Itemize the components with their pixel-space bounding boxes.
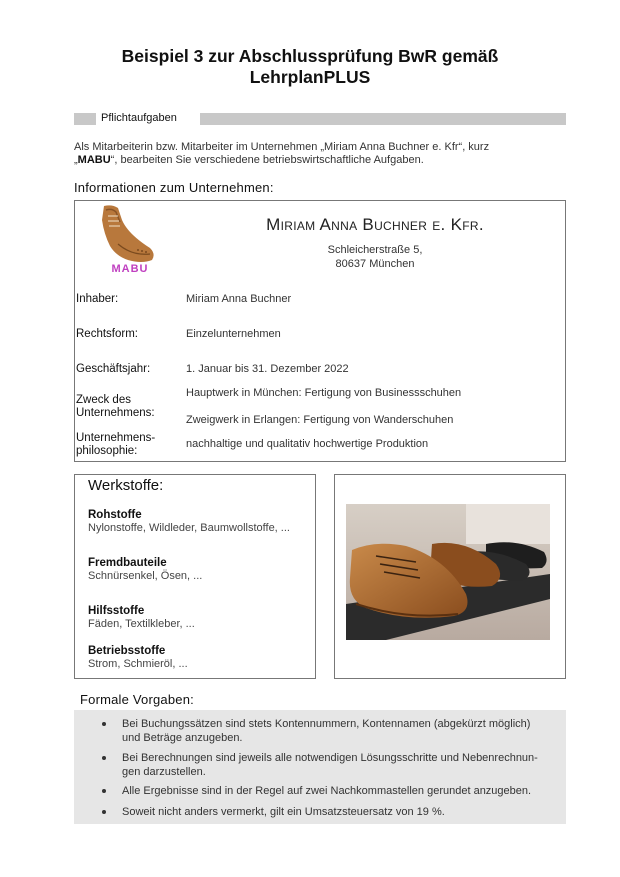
werkstoff-items-hilfsstoffe: Fäden, Textilkleber, ...	[88, 618, 195, 630]
vorgabe-1-line2: und Beträge anzugeben.	[122, 732, 243, 744]
bullet-icon	[102, 789, 106, 793]
werkstoffe-heading: Werkstoffe:	[88, 477, 164, 494]
rechtsform-value: Einzelunternehmen	[186, 328, 281, 340]
vorgabe-4-line1: Soweit nicht anders vermerkt, gilt ein Umsatzsteuersatz von 19 %.	[122, 806, 445, 818]
zweck-value-1: Hauptwerk in München: Fertigung von Businessschuhen	[186, 387, 462, 399]
shoes-photo	[346, 504, 550, 640]
section-label: Pflichtaufgaben	[101, 112, 177, 124]
philosophie-value: nachhaltige und qualitativ hochwertige Produktion	[186, 438, 429, 450]
vorgabe-2-line2: gen darzustellen.	[122, 766, 206, 778]
formale-vorgaben-heading: Formale Vorgaben:	[80, 692, 194, 707]
rechtsform-label: Rechtsform:	[76, 328, 138, 340]
geschaeftsjahr-label: Geschäftsjahr:	[76, 363, 151, 375]
intro-line2: „MABU“, bearbeiten Sie verschiedene betriebswirtschaftliche Aufgaben.	[74, 154, 424, 166]
vorgabe-3-line1: Alle Ergebnisse sind in der Regel auf zwei Nachkommastellen gerundet anzugeben.	[122, 785, 532, 797]
page-title-line2: LehrplanPLUS	[249, 67, 371, 87]
werkstoff-items-betriebsstoffe: Strom, Schmieröl, ...	[88, 658, 188, 670]
werkstoff-title-hilfsstoffe: Hilfsstoffe	[88, 605, 145, 617]
company-info-heading: Informationen zum Unternehmen:	[74, 180, 274, 195]
shoe-logo-icon	[98, 204, 160, 264]
section-bar-left	[74, 113, 96, 125]
philosophie-label-2: philosophie:	[76, 445, 138, 457]
werkstoff-items-rohstoffe: Nylonstoffe, Wildleder, Baumwollstoffe, ...	[88, 522, 290, 534]
werkstoff-title-rohstoffe: Rohstoffe	[88, 509, 142, 521]
bullet-icon	[102, 722, 106, 726]
company-name: Miriam Anna Buchner e. Kfr.	[266, 215, 484, 234]
company-street: Schleicherstraße 5,	[327, 244, 423, 256]
logo-text: MABU	[111, 263, 149, 275]
bullet-icon	[102, 756, 106, 760]
zweck-value-2: Zweigwerk in Erlangen: Fertigung von Wanderschuhen	[186, 414, 454, 426]
werkstoff-items-fremdbauteile: Schnürsenkel, Ösen, ...	[88, 570, 203, 582]
inhaber-label: Inhaber:	[76, 293, 119, 305]
zweck-label-1: Zweck des	[76, 394, 131, 406]
company-city: 80637 München	[335, 258, 415, 270]
geschaeftsjahr-value: 1. Januar bis 31. Dezember 2022	[186, 363, 349, 375]
section-bar-right	[200, 113, 566, 125]
intro-line1: Als Mitarbeiterin bzw. Mitarbeiter im Unternehmen „Miriam Anna Buchner e. Kfr“, kurz	[74, 141, 490, 153]
werkstoff-title-betriebsstoffe: Betriebsstoffe	[88, 645, 166, 657]
philosophie-label-1: Unternehmens-	[76, 432, 156, 444]
bullet-icon	[102, 810, 106, 814]
zweck-label-2: Unternehmens:	[76, 407, 155, 419]
inhaber-value: Miriam Anna Buchner	[186, 293, 292, 305]
vorgabe-2-line1: Bei Berechnungen sind jeweils alle notwendigen Lösungsschritte und Nebenrechnun-	[122, 752, 538, 764]
page-title-line1: Beispiel 3 zur Abschlussprüfung BwR gemäß	[121, 46, 499, 66]
vorgabe-1-line1: Bei Buchungssätzen sind stets Kontennummern, Kontennamen (abgekürzt möglich)	[122, 718, 531, 730]
werkstoff-title-fremdbauteile: Fremdbauteile	[88, 557, 167, 569]
